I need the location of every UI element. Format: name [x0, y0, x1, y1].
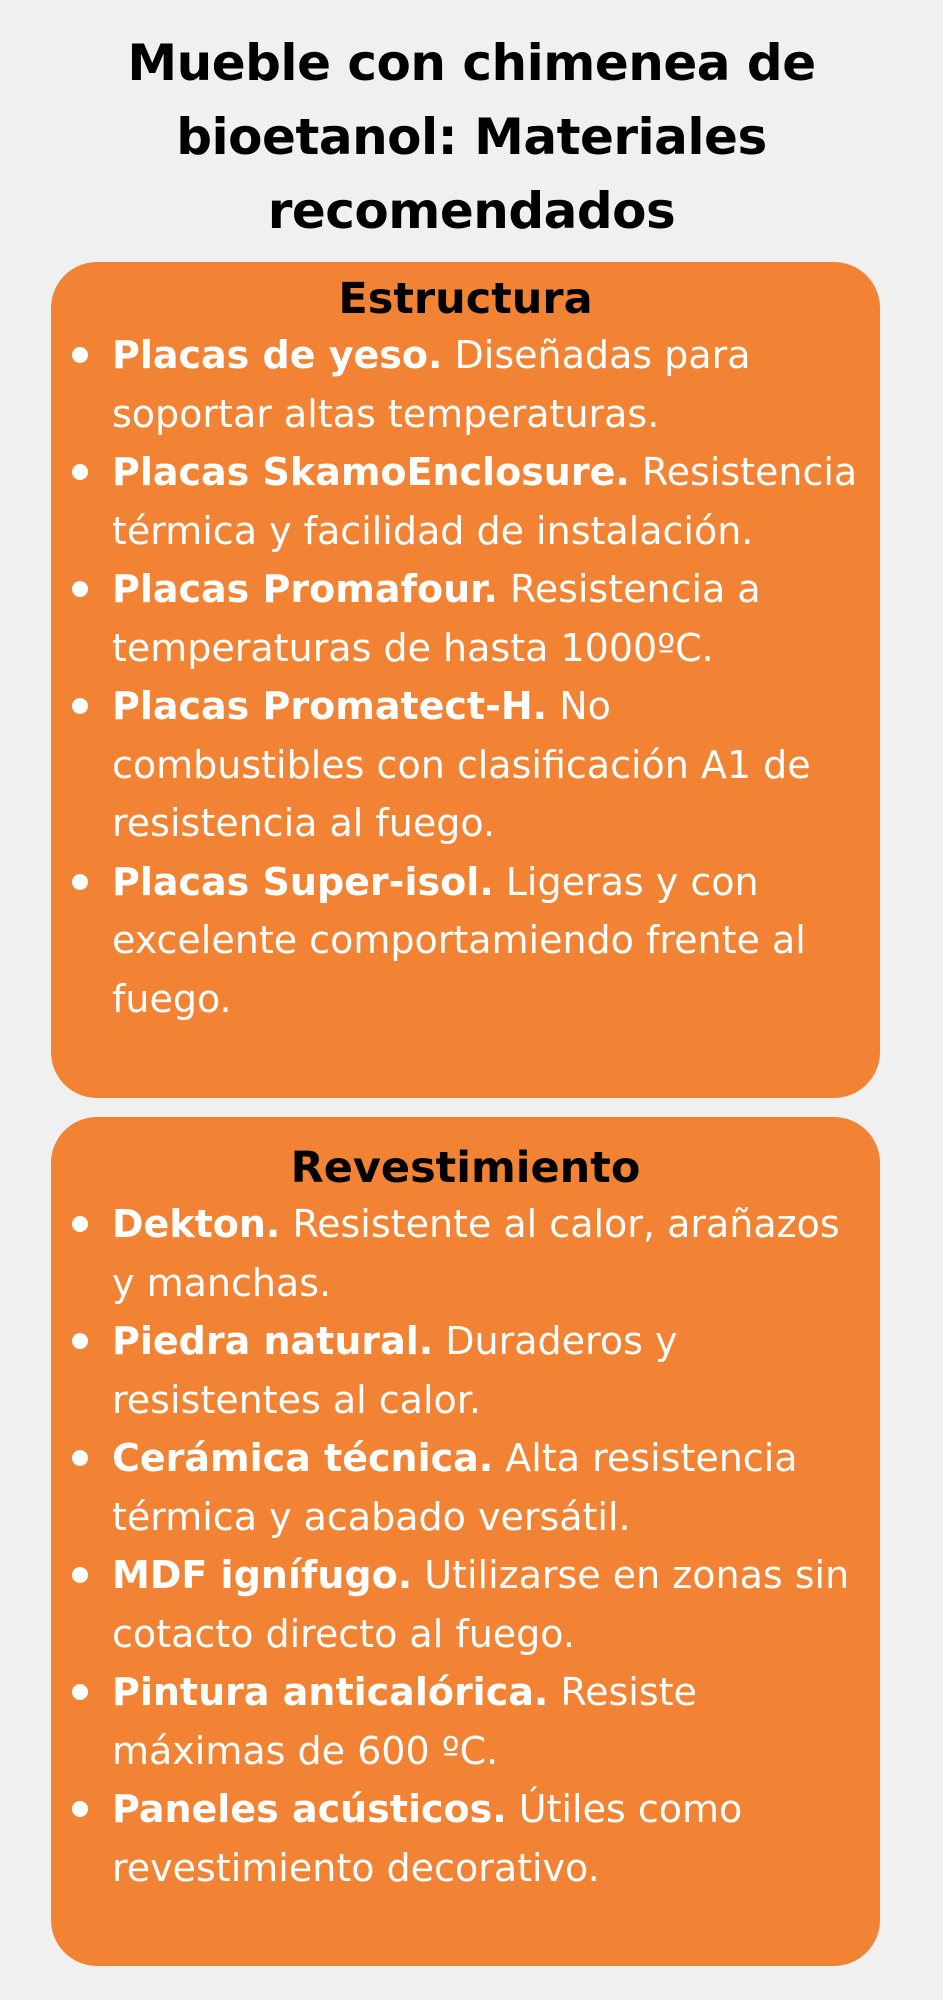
- bullet-icon: [72, 1333, 88, 1349]
- item-description: Diseñadas para soportar altas temperaturas.: [112, 333, 751, 436]
- section-heading: Revestimiento: [290, 1143, 641, 1193]
- item-name: Piedra natural.: [112, 1319, 434, 1363]
- item-description: Utilizarse en zonas sin cotacto directo al fuego.: [112, 1553, 850, 1656]
- item-name: Placas Super-isol.: [112, 859, 494, 904]
- item-description: Resistente al calor, arañazos y manchas.: [112, 1202, 840, 1305]
- item-description: Alta resistencia térmica y acabado versátil.: [112, 1436, 798, 1539]
- item-name: Placas SkamoEnclosure.: [112, 450, 630, 494]
- bullet-icon: [72, 1801, 88, 1817]
- list-item: [112, 677, 860, 853]
- bullet-icon: [72, 347, 88, 363]
- section-heading: Estructura: [338, 274, 593, 324]
- list-item: [112, 1780, 860, 1897]
- list-item: [112, 1546, 860, 1663]
- item-name: Placas de yeso.: [112, 333, 443, 377]
- item-description: Resiste máximas de 600 ºC.: [112, 1670, 697, 1773]
- bullet-icon: [72, 1450, 88, 1466]
- list-item: [112, 560, 860, 677]
- bullet-list: [51, 326, 880, 1028]
- item-description: Duraderos y resistentes al calor.: [112, 1319, 678, 1422]
- item-name: Placas Promafour.: [112, 567, 498, 611]
- section-card-estructura: [51, 262, 880, 1098]
- list-item: [112, 1195, 860, 1312]
- item-name: Dekton.: [112, 1202, 281, 1246]
- bullet-icon: [72, 874, 88, 890]
- bullet-icon: [72, 1684, 88, 1700]
- page-title: Mueble con chimenea de bioetanol: Materiales recomendados: [127, 34, 816, 240]
- bullet-icon: [72, 1567, 88, 1583]
- bullet-icon: [72, 464, 88, 480]
- bullet-list: [51, 1195, 880, 1897]
- list-item: [112, 1312, 860, 1429]
- item-name: Paneles acústicos.: [112, 1787, 507, 1831]
- list-item: [112, 1429, 860, 1546]
- item-name: Pintura anticalórica.: [112, 1670, 549, 1714]
- bullet-icon: [72, 1216, 88, 1232]
- list-item: [112, 443, 860, 560]
- item-description: Resistencia a temperaturas de hasta 1000ºC.: [112, 567, 761, 670]
- section-card-revestimiento: [51, 1117, 880, 1966]
- item-description: Útiles como revestimiento decorativo.: [112, 1787, 743, 1890]
- list-item: [112, 1663, 860, 1780]
- item-description: Ligeras y con excelente comportamiendo frente al fuego.: [112, 859, 806, 1021]
- list-item: [112, 853, 860, 1029]
- item-name: Placas Promatect-H.: [112, 684, 548, 728]
- item-description: Resistencia térmica y facilidad de instalación.: [112, 450, 858, 553]
- bullet-icon: [72, 698, 88, 714]
- item-name: Cerámica técnica.: [112, 1436, 494, 1480]
- bullet-icon: [72, 581, 88, 597]
- item-description: No combustibles con clasificación A1 de resistencia al fuego.: [112, 684, 811, 845]
- item-name: MDF ignífugo.: [112, 1553, 413, 1597]
- list-item: [112, 326, 860, 443]
